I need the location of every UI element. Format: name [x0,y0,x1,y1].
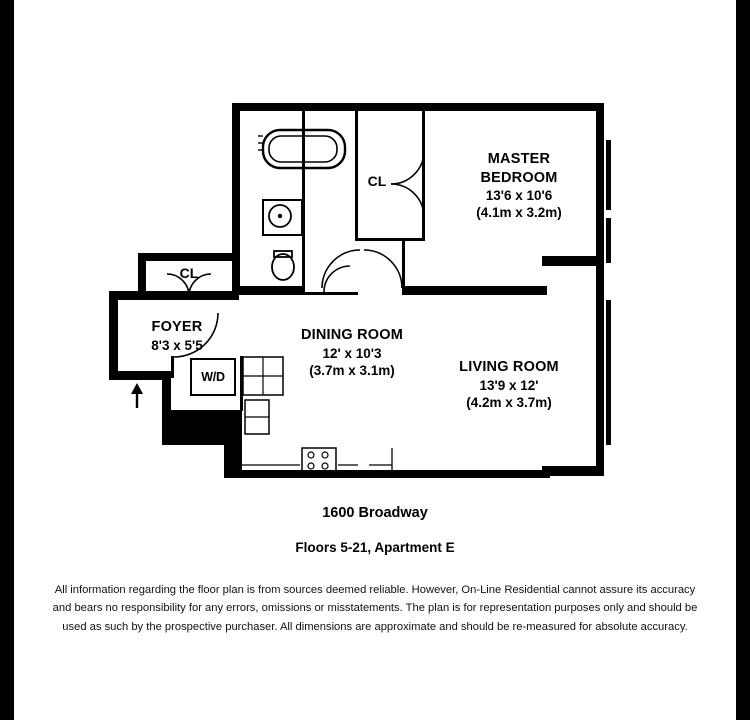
wall-living-bottom-right [542,466,604,476]
dining-room-dim-imperial: 12' x 10'3 [322,345,382,361]
sink-icon [263,200,302,235]
partition-bath-bottom [302,292,358,295]
entry-arrow-icon [131,383,143,408]
closet-label-bedroom: CL [367,173,387,189]
washer-dryer-box [190,358,236,396]
washer-dryer-label: W/D [201,370,225,384]
property-address: 1600 Broadway [322,505,428,521]
partition-foyer-right [171,356,174,378]
closet-label-foyer: CL [179,265,199,281]
partition-closet-bottom [355,238,425,241]
wall-top [232,103,604,111]
partition-bedroom-lower [402,238,405,288]
room-label-foyer [112,318,242,354]
wall-bedroom-divider [402,286,547,295]
wall-bedroom-bottom-right [542,256,604,266]
window-upper [606,140,611,210]
floor-plan-drawing [14,0,736,500]
master-bedroom-dim-metric: (4.1m x 3.2m) [476,205,562,221]
toilet-icon [272,251,294,280]
living-room-dim-metric: (4.2m x 3.7m) [466,394,552,410]
master-bedroom-name-line2: BEDROOM [480,169,558,186]
room-label-master-bedroom [434,150,604,222]
room-label-dining-room [262,326,442,379]
floors-apartment: Floors 5-21, Apartment E [295,540,455,555]
foyer-dim-imperial: 8'3 x 5'5 [151,337,203,353]
wall-foyer-closet-top [138,253,236,261]
fixtures-overlay [14,0,736,500]
wall-foyer-bottom [109,371,163,380]
partition-closet-right [422,111,425,241]
window-lower [606,300,611,445]
caption-block [14,505,736,636]
disclaimer-line-3: used as such by the prospective purchaser. All dimensions are approximate and should be re-measured for absolute accuracy. [62,620,688,633]
room-label-living-room [419,358,599,411]
window-mid [606,218,611,263]
partition-bath-right [302,111,305,295]
disclaimer-text [14,581,736,636]
living-room-dim-imperial: 13'9 x 12' [479,377,539,393]
living-room-name: LIVING ROOM [459,359,559,375]
disclaimer-line-2: and bears no responsibility for any errors, omissions or misstatements. The plan is for representation purposes only and should be [52,602,698,615]
wall-kitchen-bottom [224,410,242,478]
master-bedroom-name-line1: MASTER [487,151,551,167]
floor-plan-sheet [14,0,736,720]
wall-bath-bottom [232,286,302,295]
master-bedroom-dim-imperial: 13'6 x 10'6 [485,188,553,204]
partition-kitchen-right [240,356,243,411]
dining-room-name: DINING ROOM [300,327,404,343]
wall-bath-left [232,103,240,293]
wall-bottom [224,470,550,478]
foyer-name: FOYER [151,319,203,335]
dining-room-dim-metric: (3.7m x 3.1m) [309,362,395,378]
disclaimer-line-1: All information regarding the floor plan is from sources deemed reliable. However, On-Line Residential cannot assure its accuracy [54,584,696,596]
wall-foyer-top [109,291,239,300]
